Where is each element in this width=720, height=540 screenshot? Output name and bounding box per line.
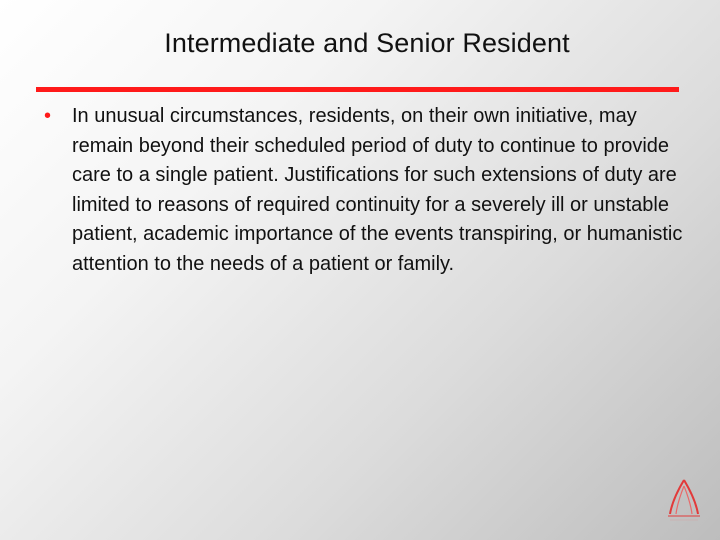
bullet-list <box>44 102 684 279</box>
red-arch-logo-icon <box>660 476 708 524</box>
bullet-mark-icon: • <box>44 105 52 127</box>
bullet-item <box>44 102 684 279</box>
title-underline <box>36 87 679 92</box>
slide-title: Intermediate and Senior Resident <box>164 28 570 58</box>
bullet-text: In unusual circumstances, residents, on their own initiative, may remain beyond their scheduled period of duty to continue to provide care to a single patient. Justifications for such extensions of duty are limited to reasons of required continuity for a severely ill or unstable patient, academic importance of the events transpiring, or humanistic attention to the needs of a patient or family. <box>72 105 683 275</box>
